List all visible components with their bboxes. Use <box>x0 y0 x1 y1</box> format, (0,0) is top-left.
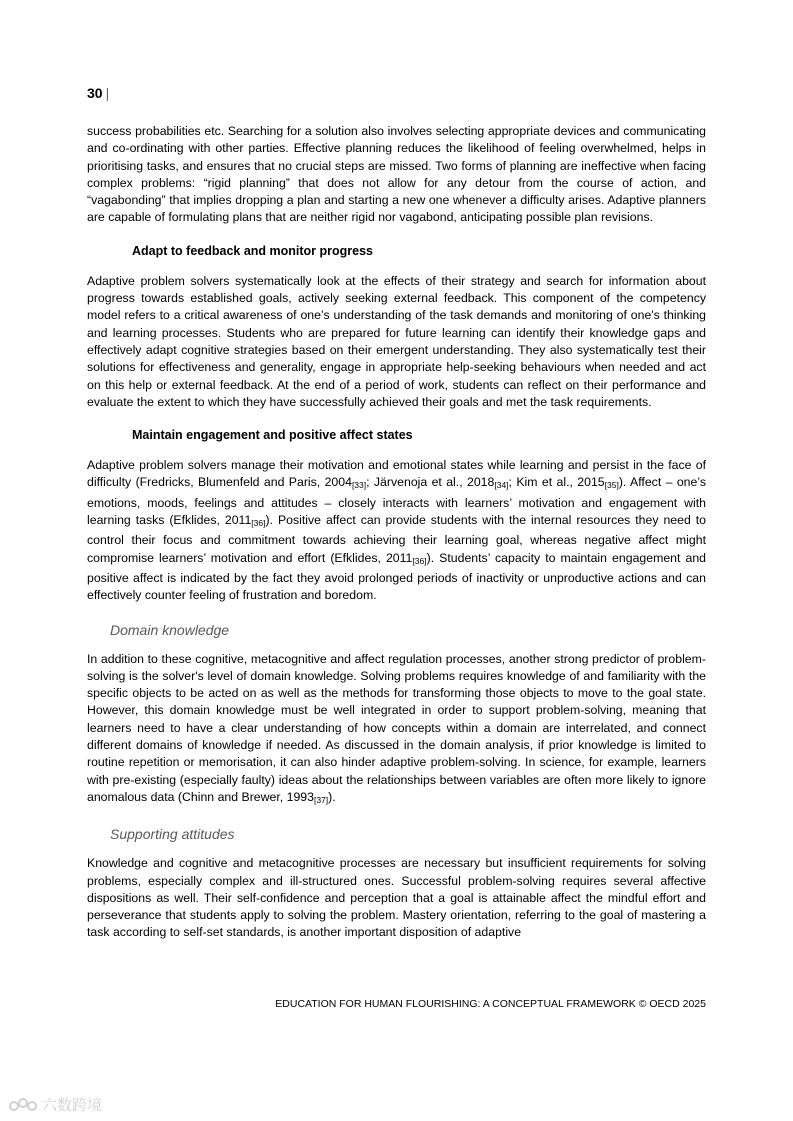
page-content <box>87 123 706 942</box>
citation-ref: [37] <box>313 794 329 805</box>
paragraph-supporting-attitudes: Knowledge and cognitive and metacognitive processes are necessary but insufficient requirements for solving problems, especially complex and ill-structured ones. Successful problem-solving requires several affective dispositions as well. Their self-confidence and perception that a goal is attainable affect the mindful effort and perseverance that students apply to solving the problem. Mastery orientation, referring to the goal of mastering a task according to self-set standards, is another important disposition of adaptive <box>87 856 706 940</box>
paragraph-planning: success probabilities etc. Searching for a solution also involves selecting appropriate devices and communicating and co-ordinating with other parties. Effective planning reduces the likelihood of feeling overwhelmed, helps in prioritising tasks, and ensures that no crucial steps are missed. Two forms of planning are ineffective when facing complex problems: “rigid planning” that does not allow for any detour from the course of action, and “vagabonding” that implies dropping a plan and starting a new one whenever a difficulty arises. Adaptive planners are capable of formulating plans that are neither rigid nor vagabond, anticipating possible plan revisions. <box>87 124 706 225</box>
text-run: ). Affect – one’s emotions, moods, feelings and attitudes – closely interacts with learners’ motivation and engagement with learning tasks (Efklides, 2011 <box>87 475 706 528</box>
citation-ref: [35] <box>604 480 619 491</box>
text-run: In addition to these cognitive, metacognitive and affect regulation processes, another strong predictor of problem-solving is the solver's level of domain knowledge. Solving problems requires knowledge of and familiarity with the specific objects to be acted on as well as the methods for transforming those objects to move to the goal state. However, this domain knowledge must be well integrated in order to support problem-solving, meaning that learners need to have a clear understanding of how concepts within a domain are interrelated, and connect different domains of knowledge if needed. As discussed in the domain analysis, if prior knowledge is limited to routine repetition or memorisation, it can also hinder adaptive problem-solving. In science, for example, learners with pre-existing (especially faulty) ideas about the relationships between variables are often more likely to ignore anomalous data (Chinn and Brewer, 1993 <box>87 651 706 804</box>
logo-icon <box>8 1096 38 1114</box>
citation-ref: [33] <box>351 480 367 491</box>
text-run: ; Kim et al., 2015 <box>508 475 605 490</box>
watermark-text: 六数跨境 <box>42 1097 103 1114</box>
watermark <box>8 1094 102 1115</box>
page-number-value: 30 <box>87 85 103 101</box>
heading-supporting-attitudes: Supporting attitudes <box>110 826 235 843</box>
text-run: ). Positive affect can provide students with the internal resources they need to control their focus and commitment towards achieving their learning goal, whereas negative affect might compromise learners’ motivation and effort (Efklides, 2011 <box>87 513 706 565</box>
citation-ref: [34] <box>494 480 509 491</box>
heading-feedback: Adapt to feedback and monitor progress <box>132 243 374 258</box>
text-run: ; Järvenoja et al., 2018 <box>366 475 495 490</box>
paragraph-domain-knowledge <box>87 651 706 810</box>
heading-domain-knowledge: Domain knowledge <box>110 621 230 638</box>
text-run: Adaptive problem solvers manage their motivation and emotional states while learning and persist in the face of difficulty (Fredricks, Blumenfeld and Paris, 2004 <box>87 458 706 490</box>
page-number <box>87 85 109 101</box>
page-footer: EDUCATION FOR HUMAN FLOURISHING: A CONCEPTUAL FRAMEWORK © OECD 2025 <box>275 998 706 1010</box>
citation-ref: [36] <box>251 518 266 529</box>
page-number-separator: | <box>105 85 110 101</box>
paragraph-feedback: Adaptive problem solvers systematically look at the effects of their strategy and search for information about progress towards established goals, actively seeking external feedback. This component of the competency model refers to a critical awareness of one’s understanding of the task demands and monitoring of one's thinking and learning processes. Students who are prepared for future learning can identify their knowledge gaps and effectively adapt cognitive strategies based on their emergent understanding. They also systematically test their solutions for effectiveness and generality, engage in appropriate help-seeking behaviours when needed and act on this help or external feedback. At the end of a period of work, students can reflect on their performance and evaluate the extent to which they have successfully achieved their goals and met the task requirements. <box>87 273 706 409</box>
paragraph-engagement <box>87 457 706 604</box>
citation-ref: [36] <box>412 555 427 566</box>
text-run: ). <box>328 789 336 804</box>
heading-engagement: Maintain engagement and positive affect states <box>132 428 413 443</box>
text-run: ). Students’ capacity to maintain engagement and positive affect is indicated by the fact they avoid prolonged periods of inactivity or unproductive actions and can effectively counter feeling of frustration and boredom. <box>87 550 707 603</box>
